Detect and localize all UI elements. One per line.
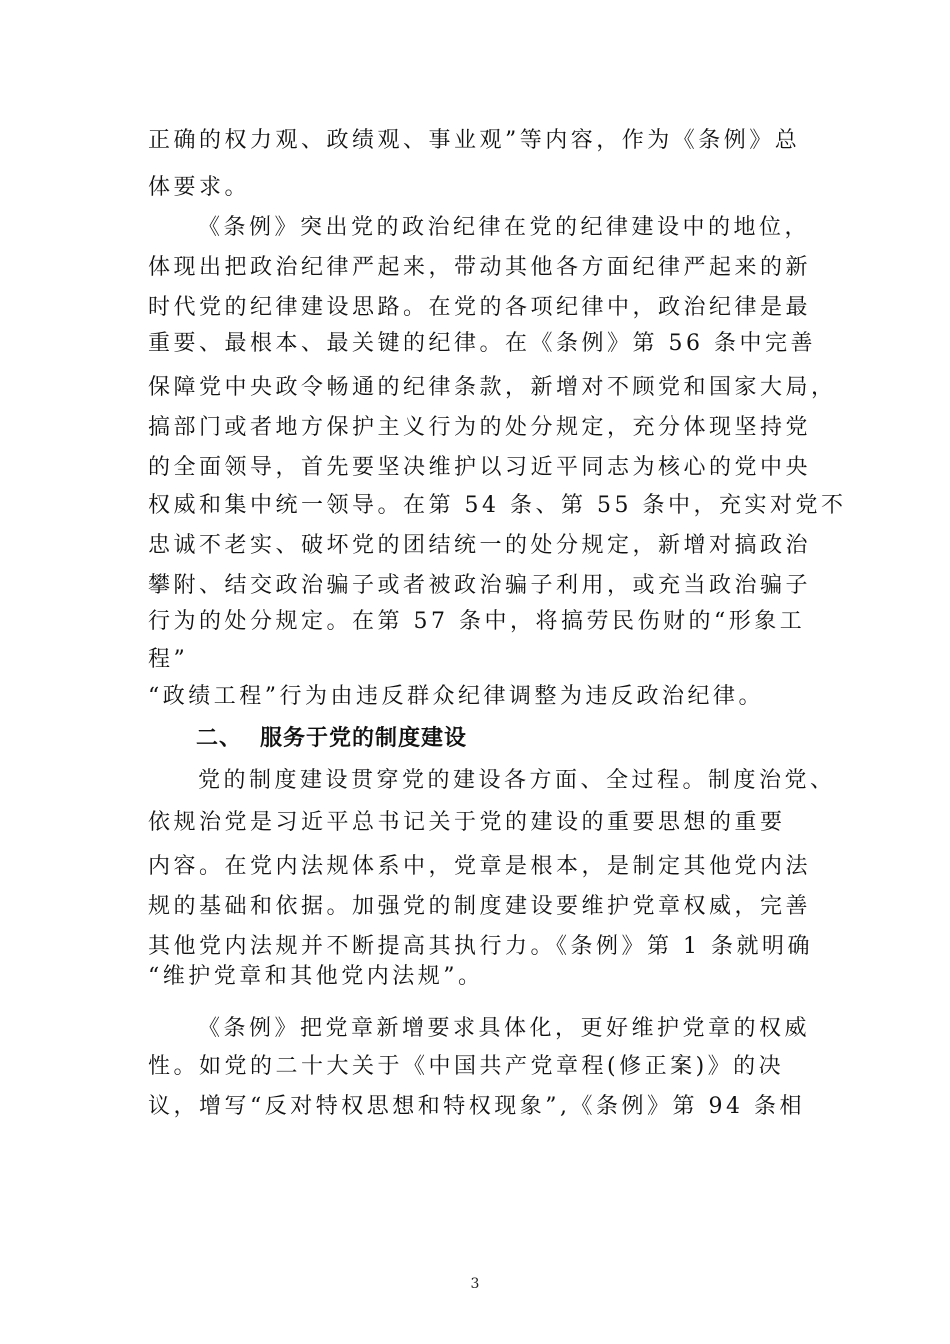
- section-title: 服务于党的制度建设: [260, 726, 468, 751]
- text-line: 搞部门或者地方保护主义行为的处分规定，充分体现坚持党: [148, 415, 812, 440]
- text-line: 攀附、结交政治骗子或者被政治骗子利用，或充当政治骗子: [148, 573, 812, 598]
- page-number: 3: [470, 1276, 480, 1292]
- section-number: 二、: [196, 726, 243, 751]
- text-line: 党的制度建设贯穿党的建设各方面、全过程。制度治党、: [198, 768, 836, 793]
- text-line: 《条例》把党章新增要求具体化，更好维护党章的权威: [198, 1016, 811, 1041]
- text-line: 正确的权力观、政绩观、事业观”等内容，作为《条例》总: [148, 128, 801, 153]
- text-line: 程”: [148, 647, 189, 672]
- text-line: 体现出把政治纪律严起来，带动其他各方面纪律严起来的新: [148, 255, 812, 280]
- text-line: 性。如党的二十大关于《中国共产党章程(修正案)》的决: [148, 1054, 785, 1079]
- text-line: 议，增写“反对特权思想和特权现象”,《条例》第 94 条相: [148, 1094, 805, 1119]
- text-line: 其他党内法规并不断提高其执行力。《条例》第 1 条就明确: [148, 934, 813, 959]
- text-line: 行为的处分规定。在第 57 条中，将搞劳民伤财的“形象工: [148, 609, 806, 634]
- text-line: 内容。在党内法规体系中，党章是根本，是制定其他党内法: [148, 854, 812, 879]
- text-line: 忠诚不老实、破坏党的团结统一的处分规定，新增对搞政治: [148, 533, 812, 558]
- text-line: 时代党的纪律建设思路。在党的各项纪律中，政治纪律是最: [148, 295, 812, 320]
- text-line: 依规治党是习近平总书记关于党的建设的重要思想的重要: [148, 810, 786, 835]
- text-line: “维护党章和其他党内法规”。: [148, 964, 484, 989]
- text-line: 的全面领导，首先要坚决维护以习近平同志为核心的党中央: [148, 455, 812, 480]
- section-heading: [196, 724, 467, 754]
- text-line: 权威和集中统一领导。在第 54 条、第 55 条中，充实对党不: [148, 493, 847, 518]
- text-line: 重要、最根本、最关键的纪律。在《条例》第 56 条中完善: [148, 331, 816, 356]
- text-line: “政绩工程”行为由违反群众纪律调整为违反政治纪律。: [148, 684, 764, 709]
- text-line: 规的基础和依据。加强党的制度建设要维护党章权威，完善: [148, 894, 812, 919]
- text-line: 《条例》突出党的政治纪律在党的纪律建设中的地位，: [198, 215, 811, 240]
- text-line: 保障党中央政令畅通的纪律条款，新增对不顾党和国家大局，: [148, 375, 837, 400]
- text-line: 体要求。: [148, 175, 251, 200]
